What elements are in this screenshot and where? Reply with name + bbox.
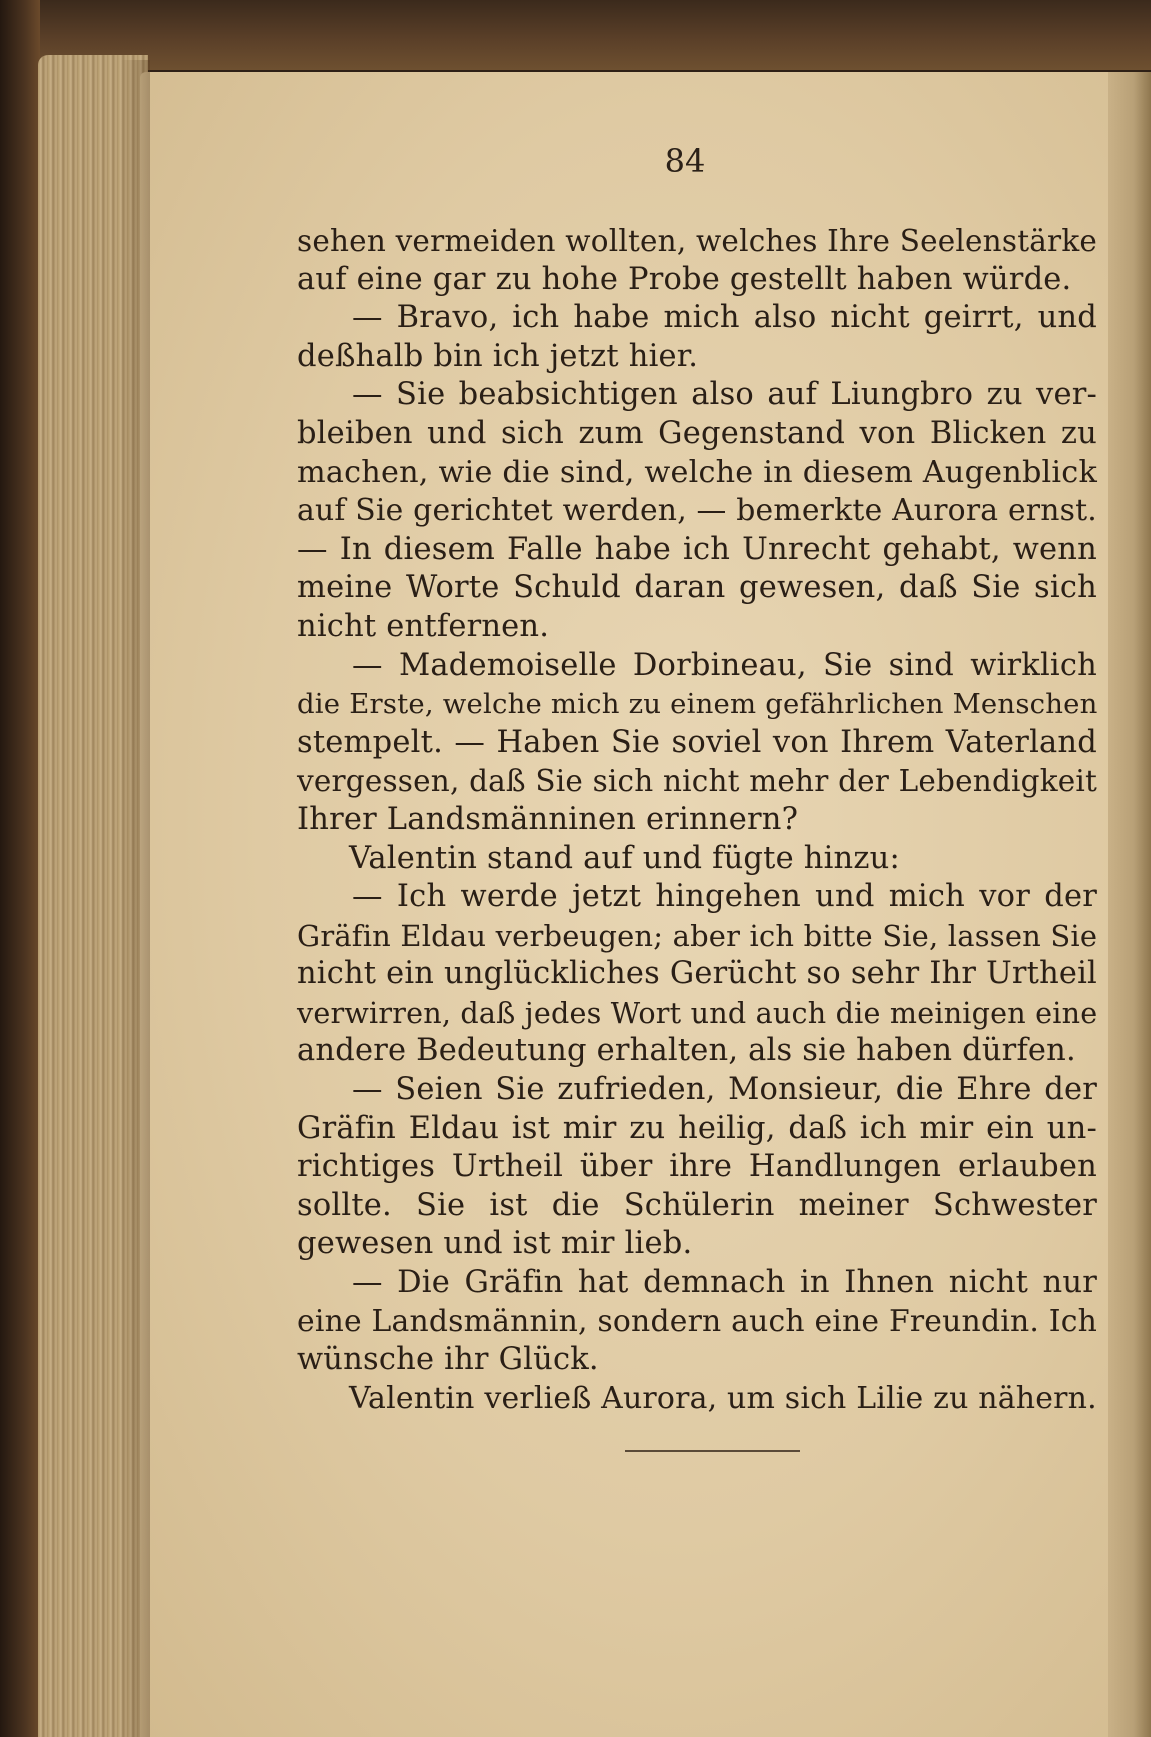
- text-line: — In diesem Falle habe ich Unrecht gehabt, wenn: [297, 531, 1097, 567]
- book-cover-top: [0, 0, 1151, 70]
- text-line: nicht ein unglückliches Gerücht so sehr Ihr Urtheil: [297, 956, 1097, 992]
- gutter-shadow: [120, 60, 150, 1737]
- text-line: — Seien Sie zufrieden, Monsieur, die Ehre der: [352, 1072, 1097, 1108]
- text-line: stempelt. — Haben Sie soviel von Ihrem Vaterland: [297, 724, 1097, 760]
- text-line: — Mademoiselle Dorbineau, Sie sind wirklich: [352, 647, 1097, 683]
- text-line: andere Bedeutung erhalten, als sie haben dürfen.: [297, 1033, 1076, 1069]
- text-line: auf eine gar zu hohe Probe gestellt haben würde.: [297, 261, 1072, 297]
- text-line: Gräfin Eldau ist mir zu heilig, daß ich mir ein un-: [297, 1110, 1097, 1146]
- text-line: — Bravo, ich habe mich also nicht geirrt, und: [352, 300, 1097, 336]
- text-line: bleiben und sich zum Gegenstand von Blicken zu: [297, 415, 1097, 451]
- text-line: richtiges Urtheil über ihre Handlungen erlauben: [297, 1149, 1097, 1185]
- text-line: sehen vermeiden wollten, welches Ihre Seelenstärke: [297, 224, 1098, 258]
- text-line: die Erste, welche mich zu einem gefährlichen Menschen: [297, 688, 1098, 721]
- text-line: vergessen, daß Sie sich nicht mehr der Lebendigkeit: [297, 764, 1098, 799]
- text-line: Valentin verließ Aurora, um sich Lilie zu nähern.: [349, 1380, 1097, 1416]
- text-line: Gräfin Eldau verbeugen; aber ich bitte Sie, lassen Sie: [297, 918, 1098, 953]
- end-rule: [625, 1450, 800, 1452]
- text-line: Valentin stand auf und fügte hinzu:: [349, 840, 900, 876]
- text-line: verwirren, daß jedes Wort und auch die meinigen eine: [297, 995, 1098, 1030]
- text-line: — Die Gräfin hat demnach in Ihnen nicht nur: [352, 1265, 1097, 1301]
- text-line: — Ich werde jetzt hingehen und mich vor der: [352, 879, 1097, 915]
- text-line: machen, wie die sind, welche in diesem Augenblick: [297, 454, 1097, 490]
- text-line: nicht entfernen.: [297, 608, 550, 644]
- text-line: — Sie beabsichtigen also auf Liungbro zu ver-: [352, 377, 1097, 413]
- page-number: 84: [664, 142, 706, 180]
- text-line: gewesen und ist mir lieb.: [297, 1226, 693, 1262]
- page-right-edge: [1108, 72, 1151, 1737]
- text-line: eine Landsmännin, sondern auch eine Freundin. Ich: [297, 1303, 1097, 1339]
- text-line: auf Sie gerichtet werden, — bemerkte Aurora ernst.: [297, 493, 1097, 529]
- text-line: deßhalb bin ich jetzt hier.: [297, 338, 699, 374]
- book-cover-left: [0, 0, 40, 1737]
- text-line: Ihrer Landsmänninen erinnern?: [297, 801, 799, 837]
- body-text: [297, 222, 1097, 1418]
- text-line: meine Worte Schuld daran gewesen, daß Sie sich: [297, 570, 1097, 606]
- text-line: wünsche ihr Glück.: [297, 1342, 599, 1378]
- text-line: sollte. Sie ist die Schülerin meiner Schwester: [297, 1187, 1097, 1223]
